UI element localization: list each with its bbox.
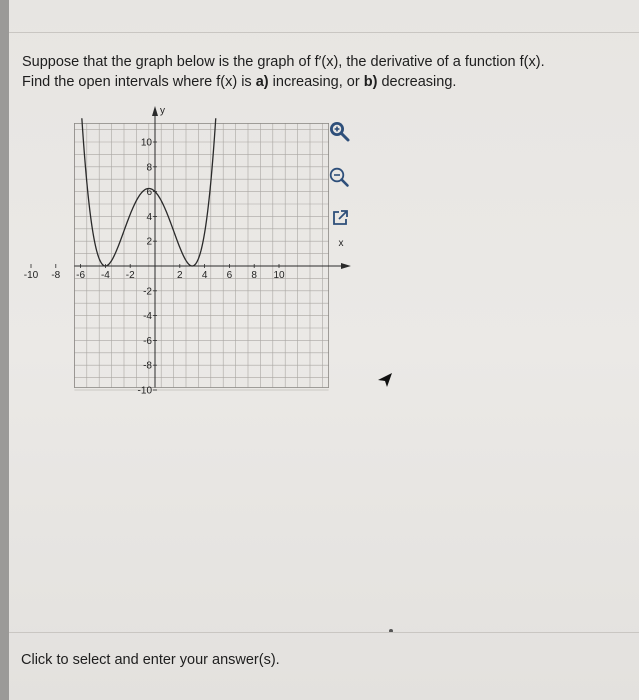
y-tick-label: -8 (143, 360, 152, 372)
top-divider (9, 32, 639, 33)
zoom-in-button[interactable] (326, 118, 352, 144)
derivative-graph (23, 105, 344, 400)
mouse-cursor-icon (376, 372, 394, 393)
answer-instruction[interactable]: Click to select and enter your answer(s). (21, 652, 280, 668)
y-tick-label: -4 (143, 311, 152, 323)
x-tick-label: -6 (76, 270, 86, 281)
popout-button[interactable] (327, 205, 353, 231)
x-tick-label: -2 (125, 270, 135, 281)
x-tick-label: -10 (23, 270, 39, 281)
x-axis-label: x (338, 238, 344, 250)
left-edge-strip (0, 0, 9, 700)
x-tick-label: 4 (201, 270, 208, 281)
external-link-icon (330, 208, 350, 228)
x-tick-label: 10 (273, 270, 285, 281)
y-tick-label: -6 (143, 335, 152, 347)
x-tick-label: -4 (100, 270, 110, 281)
y-axis-label: y (160, 105, 165, 117)
question-line-2: Find the open intervals where f(x) is a) increasing, or b) decreasing. (22, 74, 457, 90)
zoom-out-button[interactable] (326, 164, 352, 190)
y-tick-label: 10 (140, 137, 152, 149)
y-tick-label: 8 (146, 162, 152, 174)
y-tick-label: -2 (143, 286, 152, 298)
x-tick-label: 8 (251, 270, 257, 281)
bottom-divider (9, 632, 639, 633)
question-text (22, 52, 627, 92)
graph-svg (23, 105, 344, 400)
x-tick-label: -8 (51, 270, 61, 281)
y-tick-label: -10 (137, 385, 152, 397)
x-tick-label: 2 (177, 270, 183, 281)
y-tick-label: 4 (146, 211, 152, 223)
y-tick-label: 2 (146, 236, 152, 248)
zoom-out-icon (328, 166, 350, 188)
y-tick-label: 6 (146, 187, 152, 199)
zoom-in-icon (328, 120, 350, 142)
graph-frame (74, 123, 328, 387)
x-tick-label: 6 (226, 270, 233, 281)
question-line-1: Suppose that the graph below is the graph of f′(x), the derivative of a function f(x). (22, 54, 545, 70)
